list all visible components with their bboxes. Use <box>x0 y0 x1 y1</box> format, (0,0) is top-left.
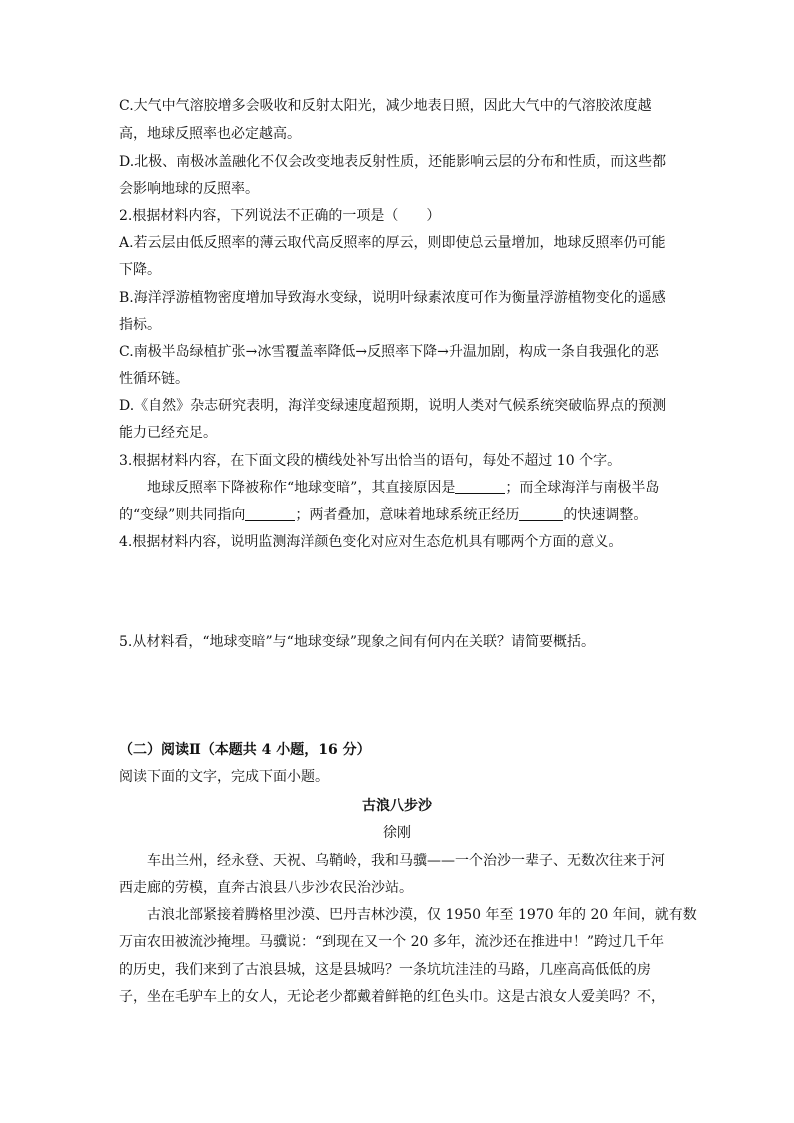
option-c-line-2: 高，地球反照率也必定越高。 <box>119 126 301 142</box>
q3-text-5: 的快速调整。 <box>563 507 648 523</box>
q2-option-a-line-1: A.若云层由低反照率的薄云取代高反照率的厚云，则即使总云量增加，地球反照率仍可能 <box>119 235 666 251</box>
q3-passage-line-1 <box>147 478 659 498</box>
paragraph-2-line-2: 万亩农田被流沙掩埋。马骥说：“到现在又一个 20 多年，流沙还在推进中！”跨过几千年 <box>119 934 665 950</box>
q2-option-b-line-2: 指标。 <box>119 317 161 333</box>
q3-text-1: 地球反照率下降被称作“地球变暗”，其直接原因是 <box>147 480 456 496</box>
question-3: 3.根据材料内容，在下面文段的横线处补写出恰当的语句，每处不超过 10 个字。 <box>119 453 622 469</box>
paragraph-2-line-1: 古浪北部紧接着腾格里沙漠、巴丹吉林沙漠，仅 1950 年至 1970 年的 20 年间，就有数 <box>147 907 697 923</box>
q3-text-3: 的“变绿”则共同指向 <box>119 507 246 523</box>
paragraph-1-line-2: 西走廊的劳模，直奔古浪县八步沙农民治沙站。 <box>119 880 413 896</box>
question-5: 5.从材料看，“地球变暗”与“地球变绿”现象之间有何内在关联？请简要概括。 <box>119 634 595 650</box>
q2-option-a-line-2: 下降。 <box>119 262 161 278</box>
option-c-line-1: C.大气中气溶胶增多会吸收和反射太阳光，减少地表日照，因此大气中的气溶胶浓度越 <box>119 98 652 114</box>
answer-blank-3[interactable] <box>519 506 563 521</box>
article-author: 徐刚 <box>383 825 411 841</box>
q2-option-c-line-2: 性循环链。 <box>119 371 189 387</box>
article-title: 古浪八步沙 <box>362 798 432 814</box>
paragraph-1-line-1: 车出兰州，经永登、天祝、乌鞘岭，我和马骥——一个治沙一辈子、无数次往来于河 <box>147 853 665 869</box>
q2-option-d-line-1: D.《自然》杂志研究表明，海洋变绿速度超预期，说明人类对气候系统突破临界点的预测 <box>119 398 667 414</box>
q3-text-4: ；两者叠加，意味着地球系统正经历 <box>295 507 520 523</box>
q2-option-c-line-1: C.南极半岛绿植扩张→冰雪覆盖率降低→反照率下降→升温加剧，构成一条自我强化的恶 <box>119 344 659 360</box>
paragraph-2-line-4: 子，坐在毛驴车上的女人，无论老少都戴着鲜艳的红色头巾。这是古浪女人爱美吗？不， <box>119 989 665 1005</box>
option-d-line-2: 会影响地球的反照率。 <box>119 181 259 197</box>
q2-option-d-line-2: 能力已经充足。 <box>119 425 217 441</box>
question-4: 4.根据材料内容，说明监测海洋颜色变化对应对生态危机具有哪两个方面的意义。 <box>119 534 623 550</box>
answer-blank-2[interactable] <box>245 506 295 521</box>
q2-option-b-line-1: B.海洋浮游植物密度增加导致海水变绿，说明叶绿素浓度可作为衡量浮游植物变化的遥感 <box>119 290 666 306</box>
section-heading: （二）阅读Ⅱ（本题共 4 小题，16 分） <box>119 742 371 758</box>
answer-blank-1[interactable] <box>455 479 505 494</box>
q3-passage-line-2 <box>119 505 647 525</box>
question-2: 2.根据材料内容，下列说法不正确的一项是（ ） <box>119 208 441 224</box>
paragraph-2-line-3: 的历史，我们来到了古浪县城，这是县城吗？一条坑坑洼洼的马路，几座高高低低的房 <box>119 962 651 978</box>
q3-text-2: ；而全球海洋与南极半岛 <box>505 480 660 496</box>
option-d-line-1: D.北极、南极冰盖融化不仅会改变地表反射性质，还能影响云层的分布和性质，而这些都 <box>119 154 667 170</box>
instruction: 阅读下面的文字，完成下面小题。 <box>119 769 329 785</box>
